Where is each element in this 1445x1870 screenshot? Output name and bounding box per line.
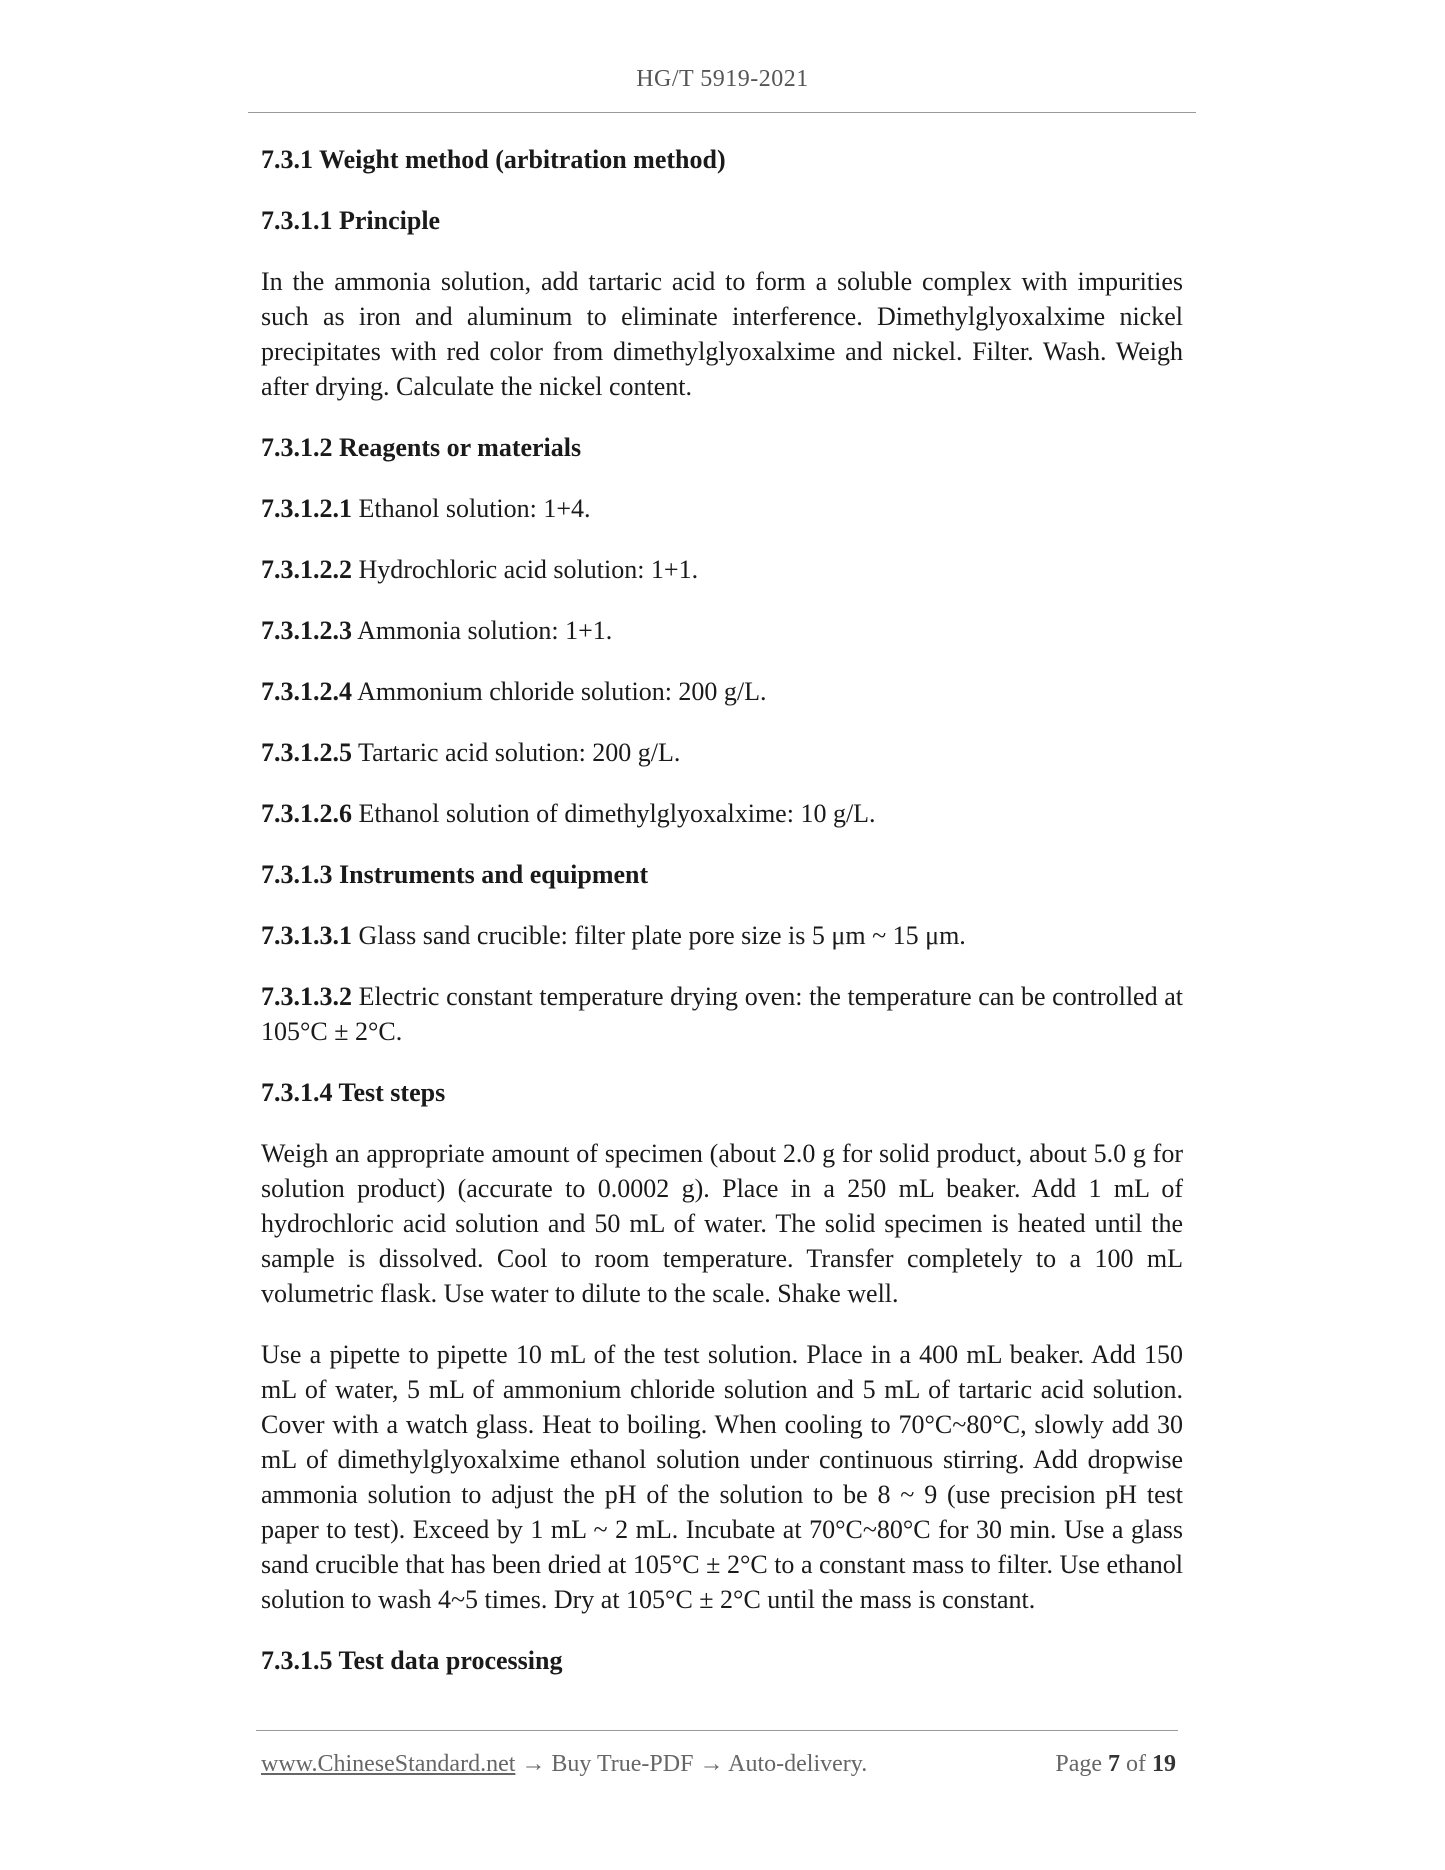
reagent-text: Ethanol solution of dimethylglyoxalxime: 10 g/L. <box>352 799 876 828</box>
reagent-text: Ethanol solution: 1+4. <box>352 494 591 523</box>
total-pages: 19 <box>1152 1751 1176 1777</box>
reagent-item <box>261 613 1183 648</box>
arrow-right-icon: → <box>515 1751 552 1777</box>
reagent-number: 7.3.1.2.2 <box>261 555 352 584</box>
page-of-label: of <box>1120 1751 1152 1777</box>
reagent-number: 7.3.1.2.3 <box>261 616 352 645</box>
current-page: 7 <box>1108 1751 1120 1777</box>
test-steps-paragraph-2: Use a pipette to pipette 10 mL of the test solution. Place in a 400 mL beaker. Add 150 mL of water, 5 mL of ammonium chloride solution and 5 mL of tartaric acid solution. Cover with a watch glass. Heat to boiling. When cooling to 70°C~80°C, slowly add 30 mL of dimethylglyoxalxime ethanol solution under continuous stirring. Add dropwise ammonia solution to adjust the pH of the solution to be 8 ~ 9 (use precision pH test paper to test). Exceed by 1 mL ~ 2 mL. Incubate at 70°C~80°C for 30 min. Use a glass sand crucible that has been dried at 105°C ± 2°C to a constant mass to filter. Use ethanol solution to wash 4~5 times. Dry at 105°C ± 2°C until the mass is constant. <box>261 1340 1183 1614</box>
reagent-text: Tartaric acid solution: 200 g/L. <box>352 738 681 767</box>
reagent-number: 7.3.1.2.6 <box>261 799 352 828</box>
section-heading-data-processing: 7.3.1.5 Test data processing <box>261 1646 563 1675</box>
document-body <box>261 142 1183 1704</box>
test-steps-paragraph-1: Weigh an appropriate amount of specimen (about 2.0 g for solid product, about 5.0 g for solution product) (accurate to 0.0002 g). Place in a 250 mL beaker. Add 1 mL of hydrochloric acid solution and 50 mL of water. The solid specimen is heated until the sample is dissolved. Cool to room temperature. Transfer completely to a 100 mL volumetric flask. Use water to dilute to the scale. Shake well. <box>261 1139 1183 1308</box>
section-heading-principle: 7.3.1.1 Principle <box>261 206 441 235</box>
footer-promo <box>261 1749 867 1779</box>
reagent-item <box>261 674 1183 709</box>
buy-pdf-text: Buy True-PDF <box>551 1751 694 1777</box>
instrument-number: 7.3.1.3.2 <box>261 982 352 1011</box>
section-heading-reagents: 7.3.1.2 Reagents or materials <box>261 433 582 462</box>
reagent-item <box>261 735 1183 770</box>
section-heading-test-steps: 7.3.1.4 Test steps <box>261 1078 446 1107</box>
reagent-text: Ammonium chloride solution: 200 g/L. <box>352 677 767 706</box>
section-heading-7-3-1: 7.3.1 Weight method (arbitration method) <box>261 145 726 174</box>
auto-delivery-text: Auto-delivery. <box>728 1751 868 1777</box>
instrument-number: 7.3.1.3.1 <box>261 921 352 950</box>
instrument-item <box>261 979 1183 1049</box>
principle-paragraph: In the ammonia solution, add tartaric acid to form a soluble complex with impurities such as iron and aluminum to eliminate interference. Dimethylglyoxalxime nickel precipitates with red color from dimethylglyoxalxime and nickel. Filter. Wash. Weigh after drying. Calculate the nickel content. <box>261 267 1183 401</box>
reagent-item <box>261 796 1183 831</box>
website-link[interactable]: www.ChineseStandard.net <box>261 1751 516 1777</box>
header-divider <box>248 112 1196 113</box>
instrument-item <box>261 918 1183 953</box>
instrument-text: Glass sand crucible: filter plate pore size is 5 μm ~ 15 μm. <box>352 921 966 950</box>
section-heading-instruments: 7.3.1.3 Instruments and equipment <box>261 860 649 889</box>
reagent-text: Ammonia solution: 1+1. <box>352 616 613 645</box>
reagent-number: 7.3.1.2.4 <box>261 677 352 706</box>
reagent-number: 7.3.1.2.5 <box>261 738 352 767</box>
reagent-number: 7.3.1.2.1 <box>261 494 352 523</box>
reagent-item <box>261 552 1183 587</box>
footer-divider <box>256 1730 1178 1731</box>
document-code-header: HG/T 5919-2021 <box>636 66 809 92</box>
reagent-item <box>261 491 1183 526</box>
instrument-text: Electric constant temperature drying oven: the temperature can be controlled at 105°C ± 2°C. <box>261 982 1183 1046</box>
reagent-text: Hydrochloric acid solution: 1+1. <box>352 555 699 584</box>
arrow-right-icon: → <box>693 1751 729 1777</box>
page-number <box>1055 1749 1176 1779</box>
page-label: Page <box>1055 1751 1108 1777</box>
